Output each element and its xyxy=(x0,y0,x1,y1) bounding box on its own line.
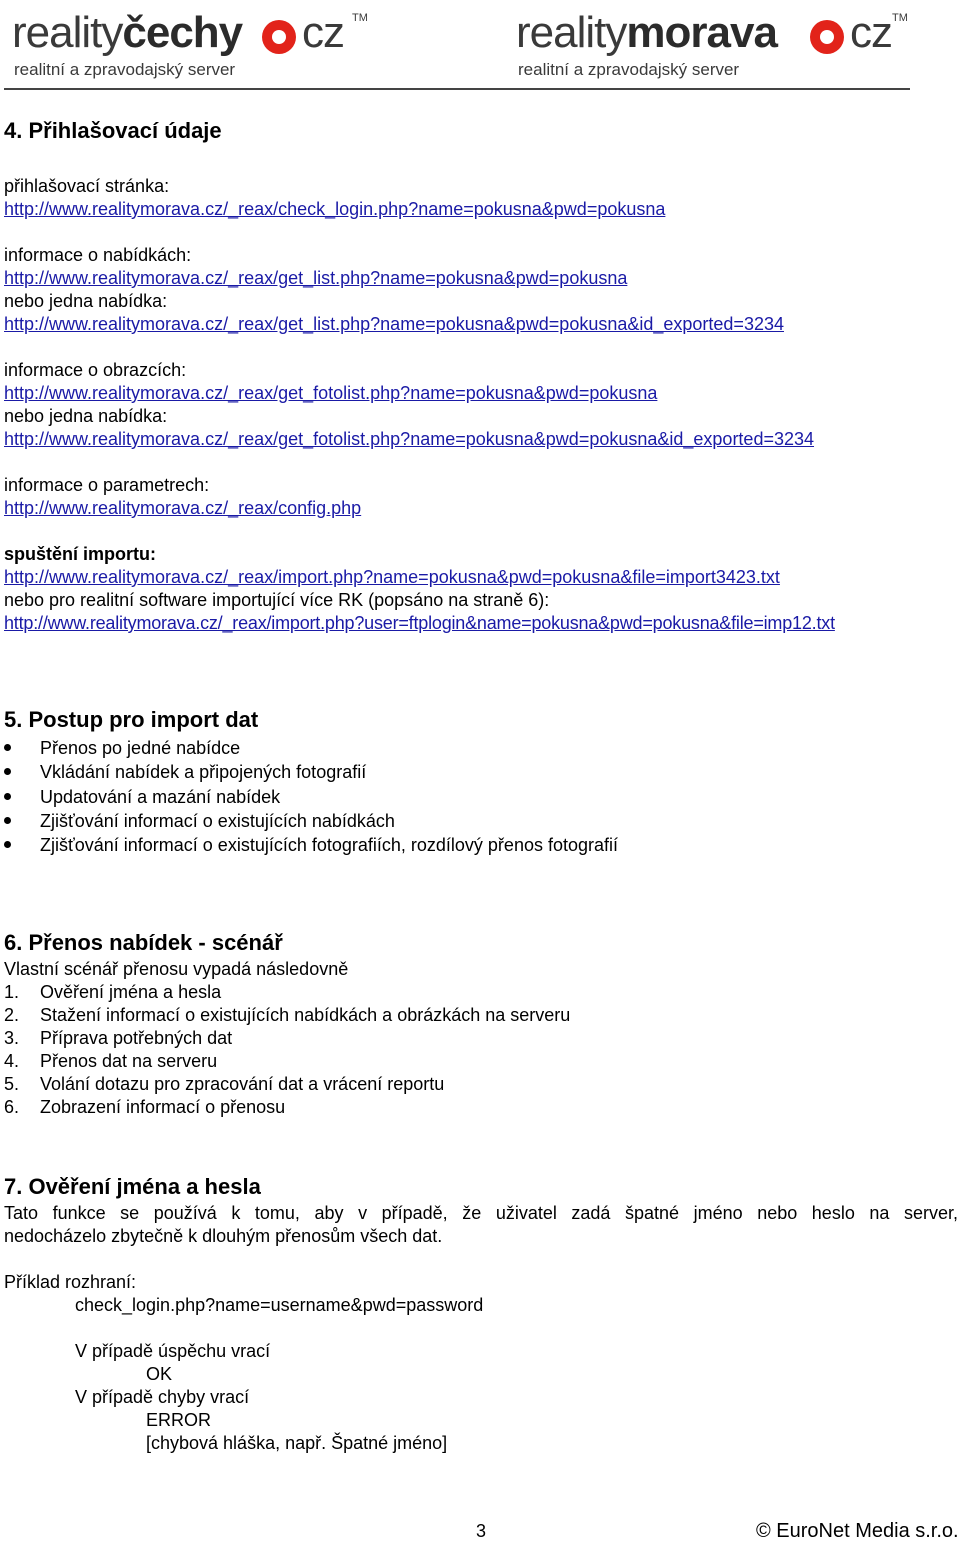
scenario-step-number: 3. xyxy=(4,1028,20,1048)
section-4-title: 4. Přihlašovací údaje xyxy=(4,118,222,143)
logo-right-wordmark: realitymorava xyxy=(516,8,777,57)
error-value: ERROR xyxy=(146,1410,212,1430)
scenario-step-label: Ověření jména a hesla xyxy=(40,982,222,1002)
import-multi-label: nebo pro realitní software importující více RK (popsáno na straně 6): xyxy=(4,590,550,610)
footer-copyright: © EuroNet Media s.r.o. xyxy=(756,1520,959,1542)
params-url-link[interactable]: http://www.realitymorava.cz/_reax/config.php xyxy=(4,498,362,518)
success-value: OK xyxy=(146,1364,173,1384)
scenario-step-number: 4. xyxy=(4,1051,20,1071)
login-label: přihlašovací stránka: xyxy=(4,176,170,196)
section-6-title: 6. Přenos nabídek - scénář xyxy=(4,930,283,955)
scenario-step-label: Přenos dat na serveru xyxy=(40,1051,218,1071)
bullet-icon xyxy=(4,817,11,824)
section-7-title: 7. Ověření jména a hesla xyxy=(4,1174,261,1199)
bullet-icon xyxy=(4,841,11,848)
images-url-link[interactable]: http://www.realitymorava.cz/_reax/get_fotolist.php?name=pokusna&pwd=pokusna xyxy=(4,383,658,403)
import-step-label: Zjišťování informací o existujících fotografiích, rozdílový přenos fotografií xyxy=(40,835,619,856)
import-step-label: Zjišťování informací o existujících nabídkách xyxy=(40,810,395,831)
header-divider xyxy=(4,88,910,90)
scenario-step-label: Volání dotazu pro zpracování dat a vrácení reportu xyxy=(40,1074,445,1094)
offers-url-link[interactable]: http://www.realitymorava.cz/_reax/get_list.php?name=pokusna&pwd=pokusna xyxy=(4,268,628,288)
logo-right-tm: TM xyxy=(892,12,908,24)
logo-left-circle-icon xyxy=(262,20,296,54)
offers-label: informace o nabídkách: xyxy=(4,245,192,265)
example-label: Příklad rozhraní: xyxy=(4,1272,137,1292)
import-step-label: Přenos po jedné nabídce xyxy=(40,738,241,758)
success-label: V případě úspěchu vrací xyxy=(75,1341,271,1361)
logo-right-tagline: realitní a zpravodajský server xyxy=(518,60,740,79)
logo-left-suffix: cz xyxy=(302,8,344,57)
images-one-url-link[interactable]: http://www.realitymorava.cz/_reax/get_fotolist.php?name=pokusna&pwd=pokusna&id_exported=3234 xyxy=(4,429,815,449)
offers-one-label: nebo jedna nabídka: xyxy=(4,291,168,311)
example-call: check_login.php?name=username&pwd=password xyxy=(75,1295,484,1315)
error-detail: [chybová hláška, např. Špatné jméno] xyxy=(146,1433,448,1453)
logo-right-circle-icon xyxy=(810,20,844,54)
error-label: V případě chyby vrací xyxy=(75,1387,250,1407)
import-multi-url-link[interactable]: http://www.realitymorava.cz/_reax/import.php?user=ftplogin&name=pokusna&pwd=pokusna&file=imp12.txt xyxy=(4,613,835,633)
scenario-intro: Vlastní scénář přenosu vypadá následovně xyxy=(4,959,349,979)
images-one-label: nebo jedna nabídka: xyxy=(4,406,168,426)
import-step-label: Updatování a mazání nabídek xyxy=(40,786,281,807)
section-7-paragraph-line-1: Tato funkce se používá k tomu, aby v případě, že uživatel zadá špatné jméno nebo heslo na server, xyxy=(4,1203,958,1223)
bullet-icon xyxy=(4,768,11,775)
import-step-label: Vkládání nabídek a připojených fotografií xyxy=(40,762,367,783)
params-label: informace o parametrech: xyxy=(4,475,210,495)
import-label: spuštění importu: xyxy=(4,544,156,564)
scenario-step-label: Stažení informací o existujících nabídkách a obrázkách na serveru xyxy=(40,1005,571,1025)
offers-one-url-link[interactable]: http://www.realitymorava.cz/_reax/get_list.php?name=pokusna&pwd=pokusna&id_exported=3234 xyxy=(4,314,784,334)
import-url-link[interactable]: http://www.realitymorava.cz/_reax/import.php?name=pokusna&pwd=pokusna&file=import3423.txt xyxy=(4,567,780,587)
scenario-step-number: 5. xyxy=(4,1074,20,1094)
logo-left-tm: TM xyxy=(352,12,368,24)
section-7-paragraph-line-2: nedocházelo zbytečně k dlouhým přenosům všech dat. xyxy=(4,1226,443,1246)
scenario-step-label: Příprava potřebných dat xyxy=(40,1028,233,1048)
login-url-link[interactable]: http://www.realitymorava.cz/_reax/check_login.php?name=pokusna&pwd=pokusna xyxy=(4,199,666,219)
bullet-icon xyxy=(4,793,11,800)
scenario-step-number: 1. xyxy=(4,982,20,1002)
page-number: 3 xyxy=(476,1521,487,1541)
scenario-step-label: Zobrazení informací o přenosu xyxy=(40,1097,286,1117)
section-5-title: 5. Postup pro import dat xyxy=(4,707,259,732)
realitymorava-logo xyxy=(514,8,914,84)
images-label: informace o obrazcích: xyxy=(4,360,187,380)
logo-left-wordmark: realityčechy xyxy=(12,8,243,57)
realitycechy-logo xyxy=(8,8,368,84)
scenario-step-number: 6. xyxy=(4,1097,20,1117)
scenario-step-number: 2. xyxy=(4,1005,20,1025)
logo-right-suffix: cz xyxy=(850,8,892,57)
logo-left-tagline: realitní a zpravodajský server xyxy=(14,60,236,79)
bullet-icon xyxy=(4,744,11,751)
